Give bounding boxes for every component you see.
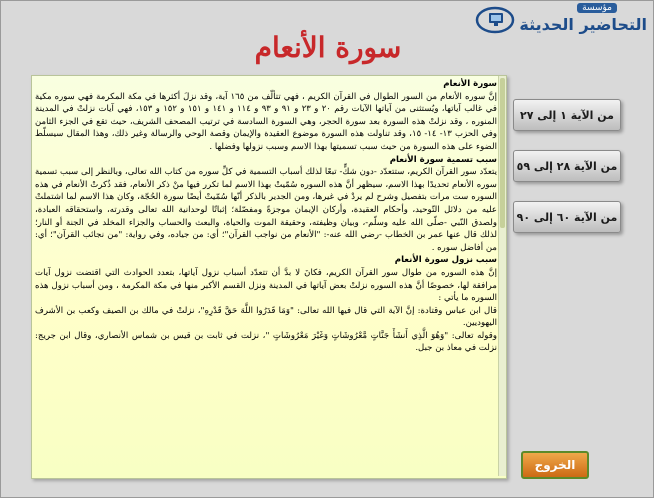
section-heading: سبب تسمية سورة الأنعام xyxy=(389,154,497,165)
logo-name: التحاضير الحديثة xyxy=(519,15,647,34)
scroll-thumb[interactable] xyxy=(500,78,505,228)
article-scrollbar[interactable] xyxy=(498,76,506,476)
logo-org-label: مؤسسة xyxy=(577,3,617,13)
exit-button[interactable]: الخروج xyxy=(521,451,589,479)
paragraph: يتعدّد سور القرآن الكريم، ستتعدّد -دون شكٍّ- تبعًا لذلك أسباب التسمية في كلِّ سوره من كتاب الله تعالى، وبالنظر إلى سبب تسمية سوره الأنعام تحديدًا بهذا الاسم، سيظهر أنَّ هذه السوره سُمّيتْ بهذا الاسم لما تكرر فيها منْ ذكر الأنعام، فقد ذُكرتْ الأنعام في هذه السوره ست مرات بتفصيل وشرح لم يردْ في غيرها، ومن الجدير بالذكر أنّها سُمّيتْ أيضًا سورة الحُجّة، وكان هذا الاسم لما اشتملتْ عليه من دلائل التّوحيد، وأحكام العقيدة، وأركان الإيمان موجزةً ومفصّلة؛ إثباتًا لوحدانية الله تعالى وقدرته، واستحقاقه العبادة، ولصدق النّبي -صلّى الله عليه وسلّم-، وبيان وظيفته، وحقيقة الموت والحياة، والبعث والحساب والجزاء المخلد في الجنة أو النار؛ لذلك قال عنها عمر بن الخطاب -رضي الله عنه-: "الأنعام من نواجب القرآن"؛ أي: من جياده، وفي رواية: "من نجائب القرآن"؛ أي: من أفاضل سوره . xyxy=(35,167,497,253)
paragraph: قال ابن عباس وقتادة: إنَّ الآية التي قال فيها الله تعالى: "وَمَا قَدَرُوا اللَّهَ حَقَّ قَدْرِهِ"، نزلتْ في مالك بن الصيف وكعب بن الأشرف اليهوديين. xyxy=(35,305,497,329)
paragraph: إنَّ هذه السوره من طوال سور القرآن الكريم، فكانَ لا بدَّ أن تتعدّد أسباب نزول آياتها، بتعدد الحوادث التي اقتضت نزول آيات مرافقة لها، خصوصًا أنَّ هذه السوره نزلتْ بعض آياتها في المدينة ونزل القسم الأكبر منها في مكة المكرمة ، ومن أسباب نزول هذه السوره ما يأتي : xyxy=(35,267,497,304)
article-panel xyxy=(31,75,507,479)
page-title: سورة الأنعام xyxy=(254,31,402,64)
section-heading: سورة الأنعام xyxy=(443,79,497,89)
paragraph: وقوله تعالى: "وَهُوَ الَّذِي أَنشَأَ جَنَّاتٍ مَّعْرُوشَاتٍ وَغَيْرَ مَعْرُوشَاتٍ "، نزلت في ثابت بن قيس بن شماس الأنصاري، وقال ابن جريج: نزلت في معاذ بن جبل. xyxy=(35,330,497,354)
section-heading: سبب نزول سورة الأنعام xyxy=(394,255,497,266)
ayah-60-90-button[interactable]: من الآية ٦٠ إلى ٩٠ xyxy=(513,201,621,233)
ayah-28-59-button[interactable]: من الآية ٢٨ إلى ٥٩ xyxy=(513,150,621,182)
article-text xyxy=(35,78,497,474)
paragraph: إنَّ سوره الأنعام من السور الطوال في القرآن الكريم ، فهي تتألّف من ١٦٥ آية، وقد نزلَ أكثرها في مكة المكرمة فهي سوره مكية في غالب آياتها، ويُستثنى من آياتها الآيات رقم ٢٠ و ٢٣ و ٩١ و ٩٣ و ١١٤ و ١٤١ و ١٥١ و ١٥٢ و ١٥٣، فهي آيات نزلتْ في المدينة المنوره ، وقد نزلتْ هذه السورة بعد سورة الحجر، وهي السورة السادسة في ترتيب المصحف الشريف، حيث تقع في الجزء الثامن وفي الحزب ١٣- ١٤- ١٥، وقد تناولت هذه السورة موضوع العقيدة والإيمان وقصة الوحي والرسالة وغير ذلك، وهذا المقال سيسلّط الضوء على هذه السورة من حيث سبب تسميتها بهذا الاسم وسبب نزولها وفضلها . xyxy=(35,91,497,152)
ayah-1-27-button[interactable]: من الآية ١ إلى ٢٧ xyxy=(513,99,621,131)
